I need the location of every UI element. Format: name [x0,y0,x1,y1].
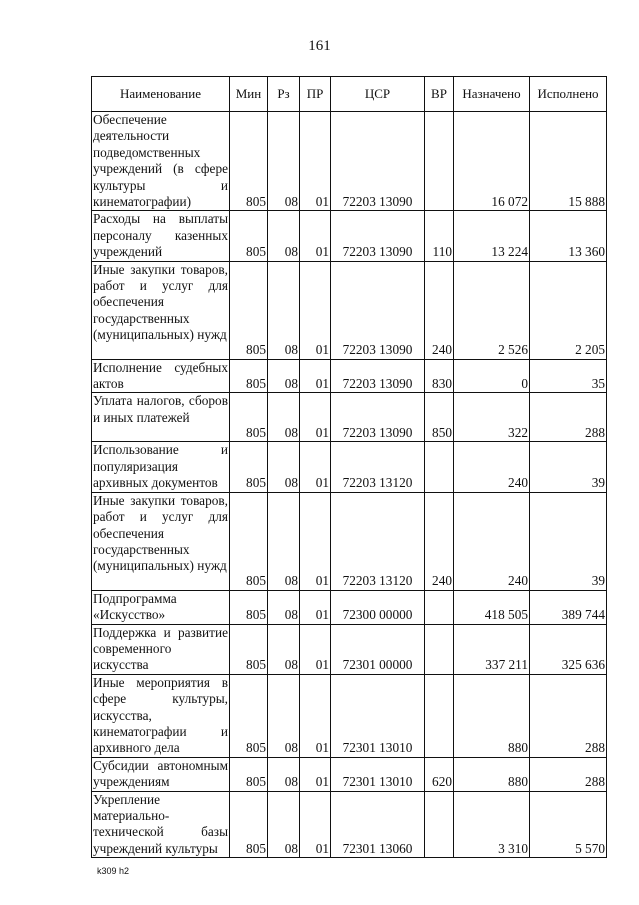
cell-planned: 13 224 [454,211,530,261]
cell-csr: 72203 13090 [331,261,425,359]
header-name: Наименование [92,77,230,112]
cell-name: Укрепление материально-технической базы учреждений культуры [93,791,228,856]
cell-vr [425,674,454,757]
cell-vr [425,791,454,858]
cell-executed: 5 570 [530,791,607,858]
cell-vr: 830 [425,359,454,393]
cell-executed: 288 [530,674,607,757]
header-min: Мин [230,77,268,112]
header-vr: ВР [425,77,454,112]
cell-rz: 08 [268,393,300,442]
cell-csr: 72203 13090 [331,211,425,261]
cell-name: Расходы на выплаты персоналу казенных учреждений [93,211,228,260]
cell-name: Обеспечение деятельности подведомственных учреждений (в сфере культуры и кинематографии) [93,112,228,210]
cell-csr: 72301 00000 [331,624,425,674]
cell-vr: 620 [425,757,454,791]
cell-vr [425,442,454,492]
cell-pr: 01 [300,359,331,393]
cell-planned: 2 526 [454,261,530,359]
cell-planned: 880 [454,674,530,757]
cell-name: Поддержка и развитие современного искусства [93,624,228,673]
cell-executed: 288 [530,393,607,442]
cell-vr [425,624,454,674]
cell-min: 805 [230,492,268,590]
cell-min: 805 [230,393,268,442]
cell-rz: 08 [268,492,300,590]
header-executed: Исполнено [530,77,607,112]
cell-min: 805 [230,674,268,757]
cell-rz: 08 [268,211,300,261]
table-header-row [92,77,607,112]
cell-executed: 15 888 [530,112,607,211]
cell-pr: 01 [300,261,331,359]
cell-name: Подпрограмма «Искусство» [92,590,230,624]
table-row [92,359,607,393]
table-row [92,492,607,590]
cell-csr: 72203 13120 [331,442,425,492]
cell-csr: 72203 13090 [331,359,425,393]
cell-min: 805 [230,112,268,211]
table-row [92,590,607,624]
cell-planned: 322 [454,393,530,442]
cell-pr: 01 [300,757,331,791]
cell-csr: 72301 13060 [331,791,425,858]
cell-executed: 39 [530,442,607,492]
cell-pr: 01 [300,393,331,442]
cell-name: Иные мероприятия в сфере культуры, искусства, кинематографии и архивного дела [93,674,228,756]
cell-vr [425,112,454,211]
cell-planned: 240 [454,442,530,492]
cell-csr: 72301 13010 [331,674,425,757]
table-row [92,624,607,674]
cell-planned: 16 072 [454,112,530,211]
footer-code: k309 h2 [97,866,130,876]
cell-planned: 418 505 [454,590,530,624]
cell-name: Уплата налогов, сборов и иных платежей [92,393,230,442]
cell-executed: 39 [530,492,607,590]
cell-rz: 08 [268,590,300,624]
table-row [92,791,607,858]
cell-vr: 850 [425,393,454,442]
cell-vr: 240 [425,492,454,590]
cell-pr: 01 [300,112,331,211]
table-body [92,112,607,858]
cell-min: 805 [230,590,268,624]
header-planned: Назначено [454,77,530,112]
table-row [92,261,607,359]
budget-table [91,76,607,858]
cell-rz: 08 [268,442,300,492]
cell-csr: 72300 00000 [331,590,425,624]
cell-csr: 72203 13120 [331,492,425,590]
cell-rz: 08 [268,261,300,359]
cell-name: Исполнение судебных актов [93,359,228,392]
table-row [92,442,607,492]
cell-executed: 325 636 [530,624,607,674]
cell-min: 805 [230,442,268,492]
cell-rz: 08 [268,791,300,858]
cell-name: Иные закупки товаров, работ и услуг для обеспечения государственных (муниципальных) нужд [92,492,230,590]
cell-executed: 35 [530,359,607,393]
cell-planned: 880 [454,757,530,791]
cell-pr: 01 [300,442,331,492]
cell-vr: 240 [425,261,454,359]
cell-min: 805 [230,211,268,261]
cell-rz: 08 [268,624,300,674]
cell-rz: 08 [268,674,300,757]
cell-vr: 110 [425,211,454,261]
cell-pr: 01 [300,590,331,624]
table-row [92,211,607,261]
header-rz: Рз [268,77,300,112]
cell-csr: 72203 13090 [331,112,425,211]
cell-pr: 01 [300,674,331,757]
table-row [92,757,607,791]
table-row [92,112,607,211]
cell-executed: 2 205 [530,261,607,359]
cell-csr: 72301 13010 [331,757,425,791]
cell-planned: 337 211 [454,624,530,674]
cell-csr: 72203 13090 [331,393,425,442]
cell-min: 805 [230,791,268,858]
cell-rz: 08 [268,359,300,393]
cell-name: Субсидии автономным учреждениям [93,757,228,790]
cell-pr: 01 [300,492,331,590]
header-csr: ЦСР [331,77,425,112]
cell-min: 805 [230,261,268,359]
header-pr: ПР [300,77,331,112]
cell-name: Иные закупки товаров, работ и услуг для обеспечения государственных (муниципальных) нужд [92,261,230,359]
cell-planned: 240 [454,492,530,590]
cell-name: Использование и популяризация архивных документов [93,442,228,491]
cell-planned: 0 [454,359,530,393]
cell-executed: 288 [530,757,607,791]
page-number: 161 [308,38,331,54]
cell-planned: 3 310 [454,791,530,858]
cell-pr: 01 [300,791,331,858]
cell-min: 805 [230,624,268,674]
cell-vr [425,590,454,624]
cell-pr: 01 [300,624,331,674]
table-row [92,674,607,757]
cell-min: 805 [230,757,268,791]
cell-executed: 389 744 [530,590,607,624]
cell-rz: 08 [268,757,300,791]
cell-min: 805 [230,359,268,393]
cell-rz: 08 [268,112,300,211]
table-row [92,393,607,442]
cell-pr: 01 [300,211,331,261]
cell-executed: 13 360 [530,211,607,261]
